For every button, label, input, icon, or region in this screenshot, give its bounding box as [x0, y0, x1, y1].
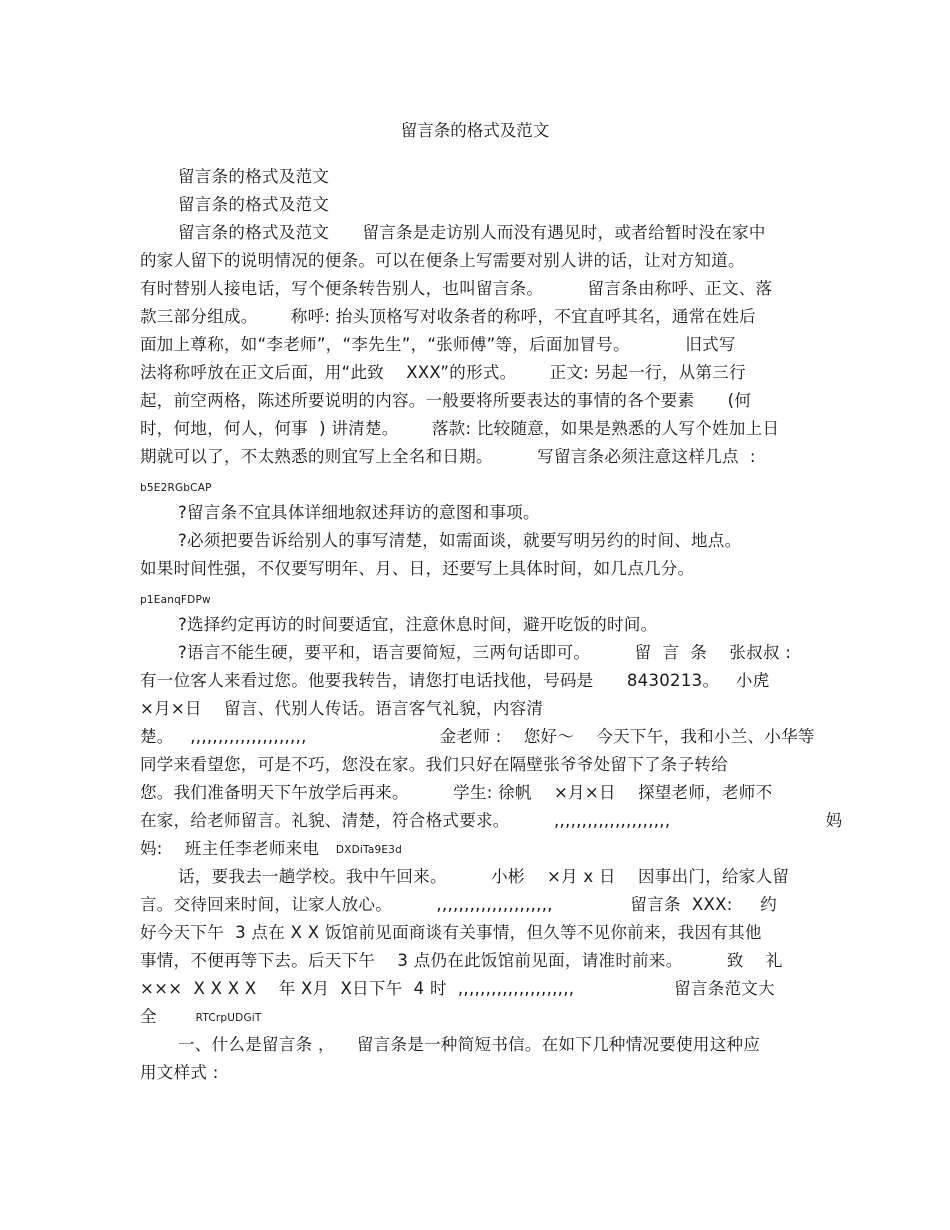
text-line: 的家人留下的说明情况的便条。可以在便条上写需要对别人讲的话，让对方知道。 — [140, 251, 745, 270]
text-line: 楚。 ,,,,,,,,,,,,,,,,,,,,, 金老师 : 您好～ 今天下午，我和小兰、小华等 — [140, 727, 815, 746]
text-line: 时，何地，何人，何事 ) 讲清楚。 落款: 比较随意，如果是熟悉的人写个姓加上日 — [140, 419, 780, 438]
text-line: 事情，不便再等下去。后天下午 3 点仍在此饭馆前见面，请准时前来。 致 礼 — [140, 951, 783, 970]
document-title: 留言条的格式及范文 — [400, 121, 550, 140]
text-line: 法将称呼放在正文后面，用“此致 XXX”的形式。 正文: 另起一行，从第三行 — [140, 363, 746, 382]
doc-code: RTCrpUDGiT — [195, 1012, 262, 1024]
text-line: 期就可以了，不太熟悉的则宜写上全名和日期。 写留言条必须注意这样几点 : — [140, 447, 756, 466]
text-line: ?必须把要告诉给别人的事写清楚，如需面谈，就要写明另约的时间、地点。 — [178, 531, 742, 550]
doc-code: b5E2RGbCAP — [140, 482, 212, 494]
text-line: 有一位客人来看过您。他要我转告，请您打电话找他，号码是 8430213。 小虎 — [140, 671, 770, 690]
text-span: 妈: 班主任李老师来电 — [140, 839, 320, 858]
text-line: 用文样式 : — [140, 1063, 219, 1082]
text-line — [140, 1006, 262, 1028]
text-line: 好今天下午 3 点在 X X 饭馆前见面商谈有关事情，但久等不见你前来，我因有其他 — [140, 923, 762, 942]
text-line: 款三部分组成。 称呼: 抬头顶格写对收条者的称呼，不宜直呼其名，通常在姓后 — [140, 307, 756, 326]
text-line: ×月×日 留言、代别人传话。语言客气礼貌，内容清 — [140, 699, 544, 718]
text-line: ××× X X X X 年 X月 X日下午 4 时 ,,,,,,,,,,,,,,,,,,,,, 留言条范文大 — [140, 979, 775, 998]
text-line: ?选择约定再访的时间要适宜，注意休息时间，避开吃饭的时间。 — [178, 615, 658, 634]
text-line: 在家，给老师留言。礼貌、清楚，符合格式要求。 ,,,,,,,,,,,,,,,,,,,,, 妈 — [140, 811, 843, 830]
text-line: 如果时间性强，不仅要写明年、月、日，还要写上具体时间，如几点几分。 — [140, 559, 695, 578]
text-line: 面加上尊称，如“李老师”，“李先生”，“张师傅”等，后面加冒号。 旧式写 — [140, 335, 736, 354]
text-line: 一、什么是留言条 ， 留言条是一种简短书信。在如下几种情况要使用这种应 — [178, 1035, 761, 1054]
text-line: 同学来看望您，可是不巧，您没在家。我们只好在隔壁张爷爷处留下了条子转给 — [140, 755, 728, 774]
text-line — [140, 838, 402, 860]
text-line: ?语言不能生硬，要平和，语言要简短，三两句话即可。 留 言 条 张叔叔 : — [178, 643, 792, 662]
text-line: 留言条的格式及范文 留言条是走访别人而没有遇见时，或者给暂时没在家中 — [178, 223, 766, 242]
text-line: 话，要我去一趟学校。我中午回来。 小彬 ×月 x 日 因事出门，给家人留 — [178, 867, 790, 886]
text-line: 有时替别人接电话，写个便条转告别人，也叫留言条。 留言条由称呼、正文、落 — [140, 279, 773, 298]
doc-code: p1EanqFDPw — [140, 594, 211, 606]
text-span: 全 — [140, 1007, 157, 1026]
text-line: 起，前空两格，陈述所要说明的内容。一般要将所要表达的事情的各个要素 (何 — [140, 391, 752, 410]
text-line: 言。交待回来时间，让家人放心。 ,,,,,,,,,,,,,,,,,,,,, 留言条 XXX: 约 — [140, 895, 778, 914]
text-line: ?留言条不宜具体详细地叙述拜访的意图和事项。 — [178, 503, 540, 522]
text-line: 留言条的格式及范文 — [178, 167, 330, 186]
text-line: 您。我们准备明天下午放学后再来。 学生: 徐帆 ×月×日 探望老师，老师不 — [140, 783, 773, 802]
text-line: 留言条的格式及范文 — [178, 195, 330, 214]
doc-code: DXDiTa9E3d — [335, 844, 402, 856]
